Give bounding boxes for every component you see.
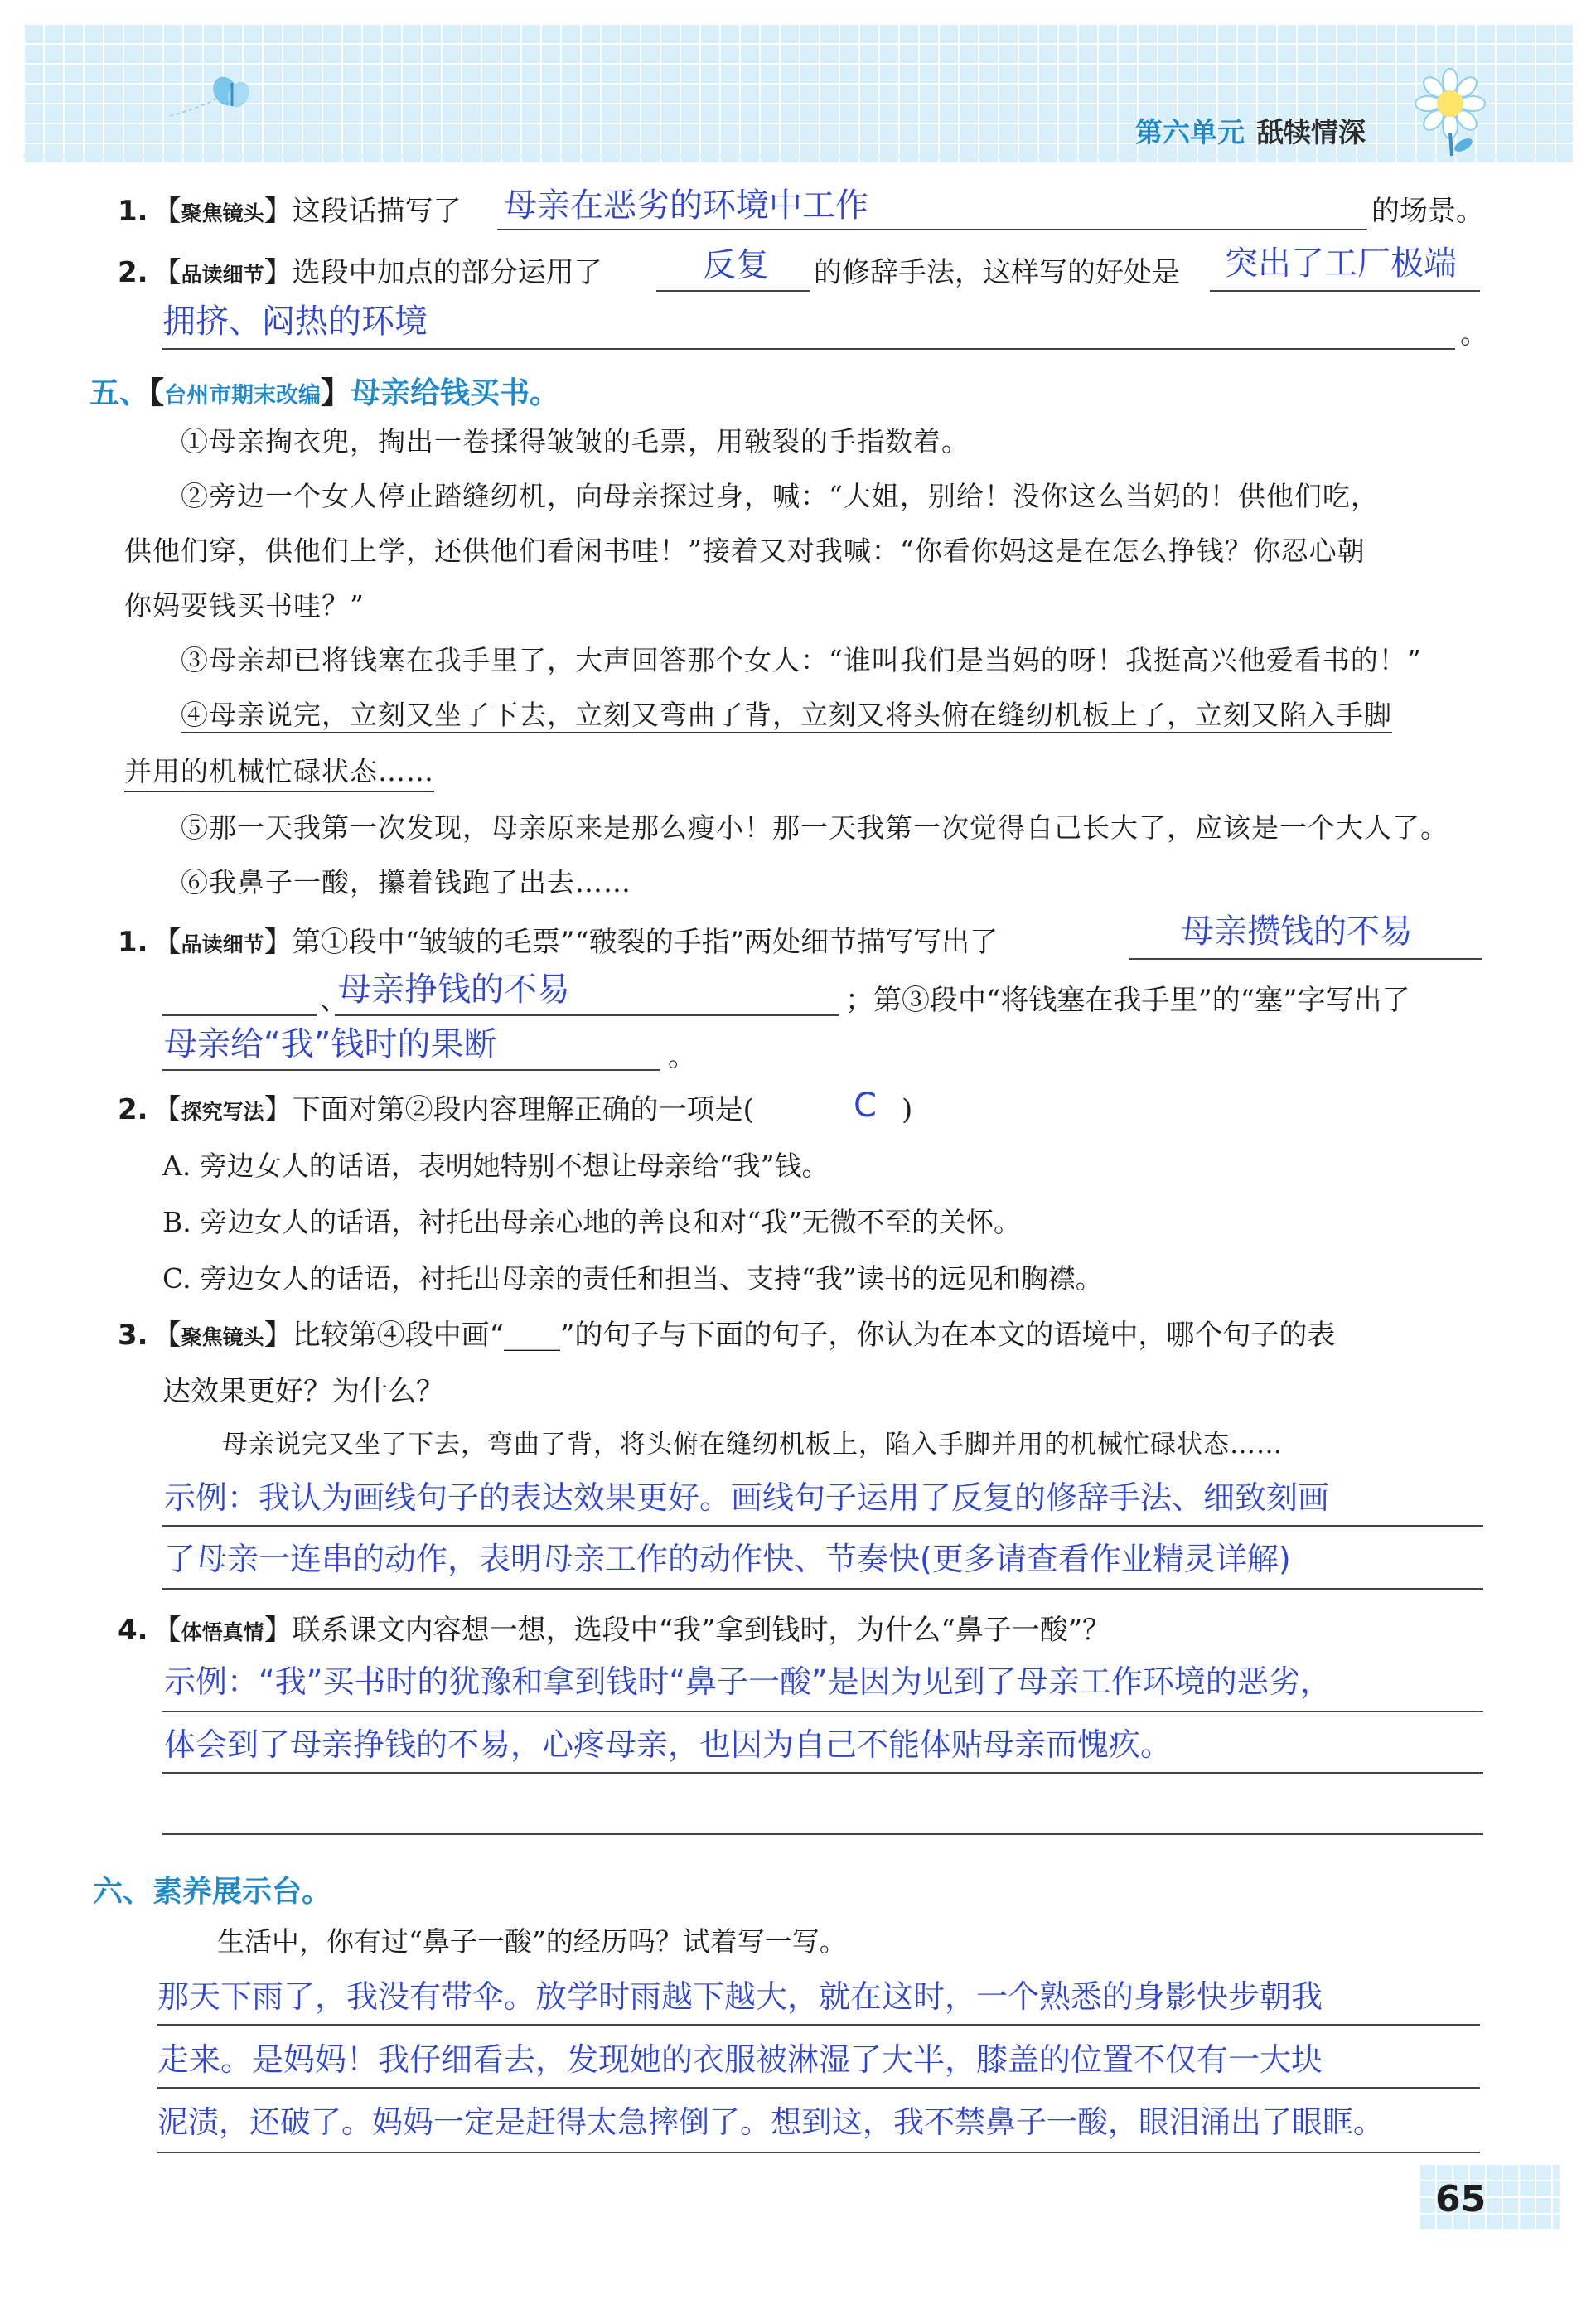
answer-line	[162, 1014, 317, 1016]
text: 达效果更好？为什么？	[162, 1375, 444, 1408]
answer-line	[162, 1588, 1483, 1590]
header-wave-edge	[23, 154, 1573, 171]
text: 的场景。	[1371, 195, 1484, 228]
handwritten-answer: 示例：我认为画线句子的表达效果更好。画线句子运用了反复的修辞手法、细致刻画	[164, 1479, 1330, 1516]
handwritten-answer: 走来。是妈妈！我仔细看去，发现她的衣服被淋湿了大半，膝盖的位置不仅有一大块	[157, 2041, 1323, 2078]
handwritten-answer: 了母亲一连串的动作，表明母亲工作的动作快、节奏快(更多请查看作业精灵详解)	[164, 1541, 1291, 1577]
option-b: B. 旁边女人的话语，衬托出母亲心地的善良和对“我”无微不至的关怀。	[162, 1206, 1021, 1238]
answer-line	[157, 2152, 1480, 2153]
answer-line	[157, 2087, 1480, 2089]
quote-sentence: 母亲说完又坐了下去，弯曲了背，将头俯在缝纫机板上，陷入手脚并用的机械忙碌状态……	[222, 1430, 1283, 1460]
text: 。	[1460, 317, 1488, 351]
answer-line	[656, 290, 810, 292]
question-5-1: 1. 【品读细节】第①段中“皱皱的毛票”“皲裂的手指”两处细节描写写出了	[118, 926, 999, 959]
option-a: A. 旁边女人的话语，表明她特别不想让母亲给“我”钱。	[162, 1150, 829, 1182]
answer-line	[162, 1525, 1483, 1527]
paragraph-4: ④母亲说完，立刻又坐了下去，立刻又弯曲了背，立刻又将头俯在缝纫机板上了，立刻又陷入手脚	[181, 701, 1392, 733]
answer-line	[162, 1069, 660, 1071]
text: ；第③段中“将钱塞在我手里”的“塞”字写出了	[845, 984, 1410, 1017]
question-4-2: 2. 【品读细节】选段中加点的部分运用了	[118, 256, 602, 289]
handwritten-answer: 母亲攒钱的不易	[1181, 913, 1413, 951]
text: )	[902, 1093, 913, 1126]
paragraph-2-cont: 你妈要钱买书哇？”	[124, 589, 365, 622]
handwritten-answer: 示例：“我”买书时的犹豫和拿到钱时“鼻子一酸”是因为见到了母亲工作环境的恶劣，	[164, 1663, 1332, 1700]
handwritten-answer: 那天下雨了，我没有带伞。放学时雨越下越大，就在这时，一个熟悉的身影快步朝我	[157, 1978, 1323, 2015]
handwritten-answer: 母亲给“我”钱时的果断	[164, 1025, 497, 1063]
question-4-1: 1. 【聚焦镜头】这段话描写了	[118, 195, 462, 228]
sunflower-icon	[1409, 66, 1500, 157]
writing-prompt: 生活中，你有过“鼻子一酸”的经历吗？试着写一写。	[217, 1925, 847, 1958]
paragraph-2: ②旁边一个女人停止踏缝纫机，向母亲探过身，喊：“大姐，别给！没你这么当妈的！供他们吃，	[181, 480, 1379, 512]
answer-line	[1210, 290, 1480, 292]
section-5-title: 五、【台州市期末改编】母亲给钱买书。	[89, 376, 560, 410]
paragraph-1: ①母亲掏衣兜，掏出一卷揉得皱皱的毛票，用皲裂的手指数着。	[181, 425, 970, 458]
handwritten-answer: 泥渍，还破了。妈妈一定是赶得太急摔倒了。想到这，我不禁鼻子一酸，眼泪涌出了眼眶。	[157, 2104, 1384, 2140]
handwritten-answer: C	[854, 1087, 877, 1125]
question-5-2: 2. 【探究写法】下面对第②段内容理解正确的一项是(	[118, 1093, 754, 1126]
answer-line	[162, 1772, 1483, 1774]
handwritten-answer: 母亲挣钱的不易	[338, 971, 570, 1009]
unit-title	[1135, 111, 1366, 150]
unit-name: 舐犊情深	[1256, 116, 1366, 148]
answer-line	[1129, 958, 1482, 960]
handwritten-answer: 母亲在恶劣的环境中工作	[504, 186, 868, 225]
handwritten-answer: 体会到了母亲挣钱的不易，心疼母亲，也因为自己不能体贴母亲而愧疚。	[164, 1726, 1173, 1763]
paragraph-2-cont: 供他们穿，供他们上学，还供他们看闲书哇！”接着又对我喊：“你看你妈这是在怎么挣钱？你忍心朝	[124, 535, 1366, 567]
section-6-title: 六、素养展示台。	[93, 1875, 332, 1909]
paragraph-4-cont: 并用的机械忙碌状态……	[124, 758, 434, 785]
handwritten-answer: 反复	[703, 246, 769, 284]
answer-line	[162, 1711, 1483, 1712]
separator: 、	[320, 984, 348, 1017]
answer-line	[162, 348, 1455, 350]
paragraph-5: ⑤那一天我第一次发现，母亲原来是那么瘦小！那一天我第一次觉得自己长大了，应该是一个大人了。	[181, 811, 1448, 844]
answer-line	[335, 1014, 839, 1016]
handwritten-answer: 拥挤、闷热的环境	[162, 303, 428, 341]
unit-number: 第六单元	[1135, 116, 1245, 148]
paragraph-6: ⑥我鼻子一酸，攥着钱跑了出去……	[181, 866, 631, 898]
option-c: C. 旁边女人的话语，衬托出母亲的责任和担当、支持“我”读书的远见和胸襟。	[162, 1262, 1103, 1295]
answer-line	[497, 229, 1367, 230]
butterfly-icon	[166, 66, 257, 124]
answer-line	[157, 2024, 1480, 2026]
answer-line	[162, 1833, 1483, 1835]
page-number-box	[1419, 2163, 1560, 2229]
handwritten-answer: 突出了工厂极端	[1225, 244, 1457, 283]
text: 的修辞手法，这样写的好处是	[814, 256, 1180, 289]
paragraph-3: ③母亲却已将钱塞在我手里了，大声回答那个女人：“谁叫我们是当妈的呀！我挺高兴他爱看书的！”	[181, 644, 1422, 676]
question-5-4: 4. 【体悟真情】联系课文内容想一想，选段中“我”拿到钱时，为什么“鼻子一酸”？	[118, 1614, 1111, 1647]
page-number: 65	[1435, 2178, 1487, 2220]
question-5-3: 3. 【聚焦镜头】比较第④段中画“____”的句子与下面的句子，你认为在本文的语境中，哪个句子的表	[118, 1319, 1336, 1352]
text: 。	[668, 1040, 696, 1073]
